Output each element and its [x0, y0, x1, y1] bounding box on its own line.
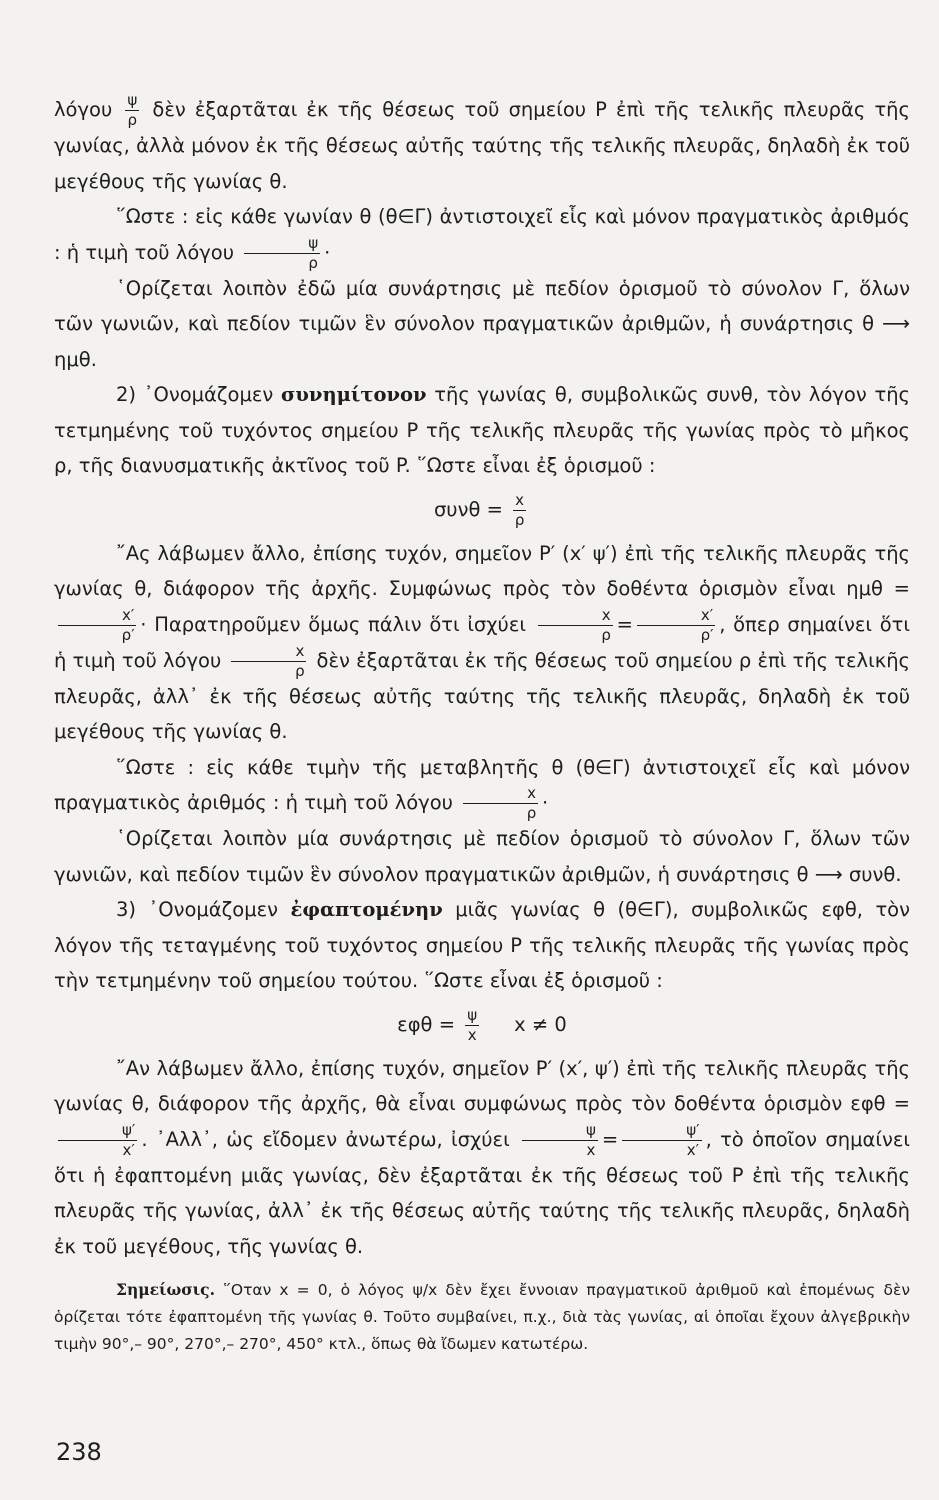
text: ῾Ορίζεται λοιπὸν μία συνάρτησις μὲ πεδίον ὁρισμοῦ τὸ σύνολον Γ, ὅλων τῶν γωνιῶν, καὶ πεδίον τιμῶν ἓν σύνολον πραγματικῶν ἀριθμῶν, ἡ συνάρτησις θ ⟶ συνθ.: [54, 827, 910, 886]
page-text: [54, 92, 910, 1374]
text: ῞Ωστε : εἰς κάθε γωνίαν θ (θ∈Γ) ἀντιστοιχεῖ εἷς καὶ μόνον πραγματικὸς ἀριθμός : ἡ τιμὴ τοῦ λόγου: [54, 205, 910, 264]
fraction-psi-over-rho: $\frac{\psi}{\rho}$: [127, 91, 138, 129]
text: τῆς γωνίας θ, συμβολικῶς συνθ, τὸν λόγον τῆς τετμημένης τοῦ τυχόντος σημείου P τῆς τελικῆς πλευρᾶς τῆς γωνίας πρὸς τὸ μῆκος ρ, τῆς διανυσματικῆς ἀκτῖνος τοῦ P. ῞Ωστε εἶναι ἐξ ὁρισμοῦ :: [54, 383, 911, 477]
page-number: 238: [56, 1438, 102, 1466]
text: 3) ᾿Ονομάζομεν: [116, 898, 279, 921]
fraction-x-over-rho: $\frac{x}{\rho}$: [514, 490, 525, 529]
text: δὲν ἐξαρτᾶται ἐκ τῆς θέσεως τοῦ σημείου P ἐπὶ τῆς τελικῆς πλευρᾶς τῆς γωνίας, ἀλλὰ μόνον ἐκ τῆς θέσεως αὐτῆς ταύτης τῆς τελικῆς πλευρᾶς, δηλαδὴ ἐκ τοῦ μεγέθους τῆς γωνίας θ.: [54, 98, 910, 193]
paragraph-definition-cos: [54, 821, 910, 892]
term-tangent: ἐφαπτομένην: [290, 898, 443, 921]
paragraph-hoste-1: ῞Ωστε : εἰς κάθε γωνίαν θ (θ∈Γ) ἀντιστοιχεῖ εἷς καὶ μόνον πραγματικὸς ἀριθμός : ἡ τιμὴ τοῦ λόγου $\frac{\psi}{\rho}$ ·: [54, 205, 910, 272]
fraction-psip-over-xp: $\frac{\psi'}{x'}$: [622, 1123, 701, 1158]
text: ῎Αν λάβωμεν ἄλλο, ἐπίσης τυχόν, σημεῖον P′ (x′, ψ′) ἐπὶ τῆς τελικῆς πλευρᾶς τῆς γωνίας θ, διάφορον τῆς ἀρχῆς, θὰ εἶναι συμφώνως πρὸς τὸν δοθέντα ὁρισμὸν εφθ =: [54, 1056, 910, 1115]
paragraph-continuation: [54, 92, 910, 199]
paragraph-cosine-definition: [54, 377, 910, 484]
fraction-x-over-rho: $\frac{x}{\rho}$: [231, 644, 306, 679]
text: . ᾿Αλλ᾿, ὡς εἴδομεν ἀνωτέρω, ἰσχύει: [141, 1127, 510, 1151]
text: 2) ᾿Ονομάζομεν: [116, 383, 274, 406]
note-label: Σημείωσις.: [116, 1280, 216, 1299]
text: ῞Ωστε : εἰς κάθε τιμὴν τῆς μεταβλητῆς θ (θ∈Γ) ἀντιστοιχεῖ εἷς καὶ μόνον πραγματικὸς ἀριθμός : ἡ τιμὴ τοῦ λόγου: [54, 755, 910, 814]
fraction-psi-over-x: $\frac{\psi}{x}$: [522, 1123, 598, 1158]
fraction-xp-over-rhop: $\frac{x'}{\rho'}$: [637, 608, 715, 643]
text: ῎Ας λάβωμεν ἄλλο, ἐπίσης τυχόν, σημεῖον P′ (x′ ψ′) ἐπὶ τῆς τελικῆς πλευρᾶς τῆς γωνίας θ, διάφορον τῆς ἀρχῆς. Συμφώνως πρὸς τὸν δοθέντα ὁρισμὸν εἶναι ημθ =: [54, 541, 910, 600]
text: , τὸ ὁποῖον σημαίνει ὅτι ἡ ἐφαπτομένη μιᾶς γωνίας, δὲν ἐξαρτᾶται ἐκ τῆς θέσεως τοῦ P ἐπὶ τῆς τελικῆς πλευρᾶς τῆς γωνίας, ἀλλ᾿ ἐκ τῆς θέσεως αὐτῆς ταύτης τῆς τελικῆς πλευρᾶς, δηλαδὴ ἐκ τοῦ μεγέθους, τῆς γωνίας θ.: [54, 1127, 910, 1258]
text: ῾Ορίζεται λοιπὸν ἐδῶ μία συνάρτησις μὲ πεδίον ὁρισμοῦ τὸ σύνολον Γ, ὅλων τῶν γωνιῶν, καὶ πεδίον τιμῶν ἓν σύνολον πραγματικῶν ἀριθμῶν, ἡ συνάρτησις θ ⟶ ημθ.: [54, 276, 910, 371]
text: · Παρατηροῦμεν ὅμως πάλιν ὅτι ἰσχύει: [140, 612, 526, 636]
equation-cos: συνθ = $\frac{x}{\rho}$: [433, 490, 525, 529]
paragraph-tangent-definition: [54, 892, 910, 999]
text: λόγου: [54, 98, 113, 121]
fraction-x-over-rho: $\frac{x}{\rho}$: [463, 786, 538, 821]
fraction-psip-over-xp: $\frac{\psi'}{x'}$: [58, 1123, 137, 1158]
fraction-psi-over-x: $\frac{\psi}{x}$: [467, 1005, 478, 1044]
text: μιᾶς γωνίας θ (θ∈Γ), συμβολικῶς εφθ, τὸν λόγον τῆς τεταγμένης τοῦ τυχόντος σημείου P τῆς τελικῆς πλευρᾶς τῆς γωνίας πρὸς τὴν τετμημένην τοῦ σημείου τούτου. ῞Ωστε εἶναι ἐξ ὁρισμοῦ :: [54, 898, 911, 992]
text: , ὅπερ σημαίνει ὅτι ἡ τιμὴ τοῦ λόγου: [54, 612, 911, 672]
paragraph-definition-sin: [54, 271, 910, 378]
fraction-x-over-rho: $\frac{x}{\rho}$: [538, 608, 613, 643]
fraction-xp-over-rhop: $\frac{x'}{\rho'}$: [58, 608, 136, 643]
equation-tan: εφθ = $\frac{\psi}{x}$ x ≠ 0: [397, 1005, 567, 1044]
paragraph-cos-independence: ῎Ας λάβωμεν ἄλλο, ἐπίσης τυχόν, σημεῖον P′ (x′ ψ′) ἐπὶ τῆς τελικῆς πλευρᾶς τῆς γωνίας θ, διάφορον τῆς ἀρχῆς. Συμφώνως πρὸς τὸν δοθέντα ὁρισμὸν εἶναι ημθ = $\frac{x'}{\rho'}$ · Παρατηροῦμεν ὅμως πάλιν ὅτι ἰσχύει $\frac{x}{\rho}$ = $\frac{x'}{\rho'}$ , ὅπερ σημαίνει ὅτι ἡ τιμὴ τοῦ λόγου $\frac{x}{\rho}$ δὲν ἐξαρτᾶται ἐκ τῆς θέσεως τοῦ σημείου ρ ἐπὶ τῆς τελικῆς πλευρᾶς, ἀλλ᾿ ἐκ τῆς θέσεως αὐτῆς ταύτης τῆς τελικῆς πλευρᾶς, δηλαδὴ ἐκ τοῦ μεγέθους τῆς γωνίας θ.: [54, 541, 911, 743]
note: [54, 1276, 910, 1358]
fraction-psi-over-rho: $\frac{\psi}{\rho}$: [244, 236, 320, 271]
paragraph-hoste-2: ῞Ωστε : εἰς κάθε τιμὴν τῆς μεταβλητῆς θ (θ∈Γ) ἀντιστοιχεῖ εἷς καὶ μόνον πραγματικὸς ἀριθμός : ἡ τιμὴ τοῦ λόγου $\frac{x}{\rho}$ ·: [54, 755, 910, 822]
term-cosine: συνημίτονον: [281, 383, 427, 406]
paragraph-tan-independence: ῎Αν λάβωμεν ἄλλο, ἐπίσης τυχόν, σημεῖον P′ (x′, ψ′) ἐπὶ τῆς τελικῆς πλευρᾶς τῆς γωνίας θ, διάφορον τῆς ἀρχῆς, θὰ εἶναι συμφώνως πρὸς τὸν δοθέντα ὁρισμὸν εφθ = $\frac{\psi'}{x'}$ . ᾿Αλλ᾿, ὡς εἴδομεν ἀνωτέρω, ἰσχύει $\frac{\psi}{x}$ = $\frac{\psi'}{x'}$ , τὸ ὁποῖον σημαίνει ὅτι ἡ ἐφαπτομένη μιᾶς γωνίας, δὲν ἐξαρτᾶται ἐκ τῆς θέσεως τοῦ P ἐπὶ τῆς τελικῆς πλευρᾶς τῆς γωνίας, ἀλλ᾿ ἐκ τῆς θέσεως αὐτῆς ταύτης τῆς τελικῆς πλευρᾶς, δηλαδὴ ἐκ τοῦ μεγέθους, τῆς γωνίας θ.: [54, 1056, 910, 1258]
note-text: ῞Οταν x = 0, ὁ λόγος ψ/x δὲν ἔχει ἔννοιαν πραγματικοῦ ἀριθμοῦ καὶ ἑπομένως δὲν ὁρίζεται τότε ἐφαπτομένη τῆς γωνίας θ. Τοῦτο συμβαίνει, π.χ., διὰ τὰς γωνίας, αἱ ὁποῖαι ἔχουν ἀλγεβρικὴν τιμὴν 90°,– 90°, 270°,– 270°, 450° κτλ., ὅπως θὰ ἴδωμεν κατωτέρω.: [54, 1281, 910, 1353]
text: δὲν ἐξαρτᾶται ἐκ τῆς θέσεως τοῦ σημείου ρ ἐπὶ τῆς τελικῆς πλευρᾶς, ἀλλ᾿ ἐκ τῆς θέσεως αὐτῆς ταύτης τῆς τελικῆς πλευρᾶς, δηλαδὴ ἐκ τοῦ μεγέθους τῆς γωνίας θ.: [54, 648, 910, 743]
